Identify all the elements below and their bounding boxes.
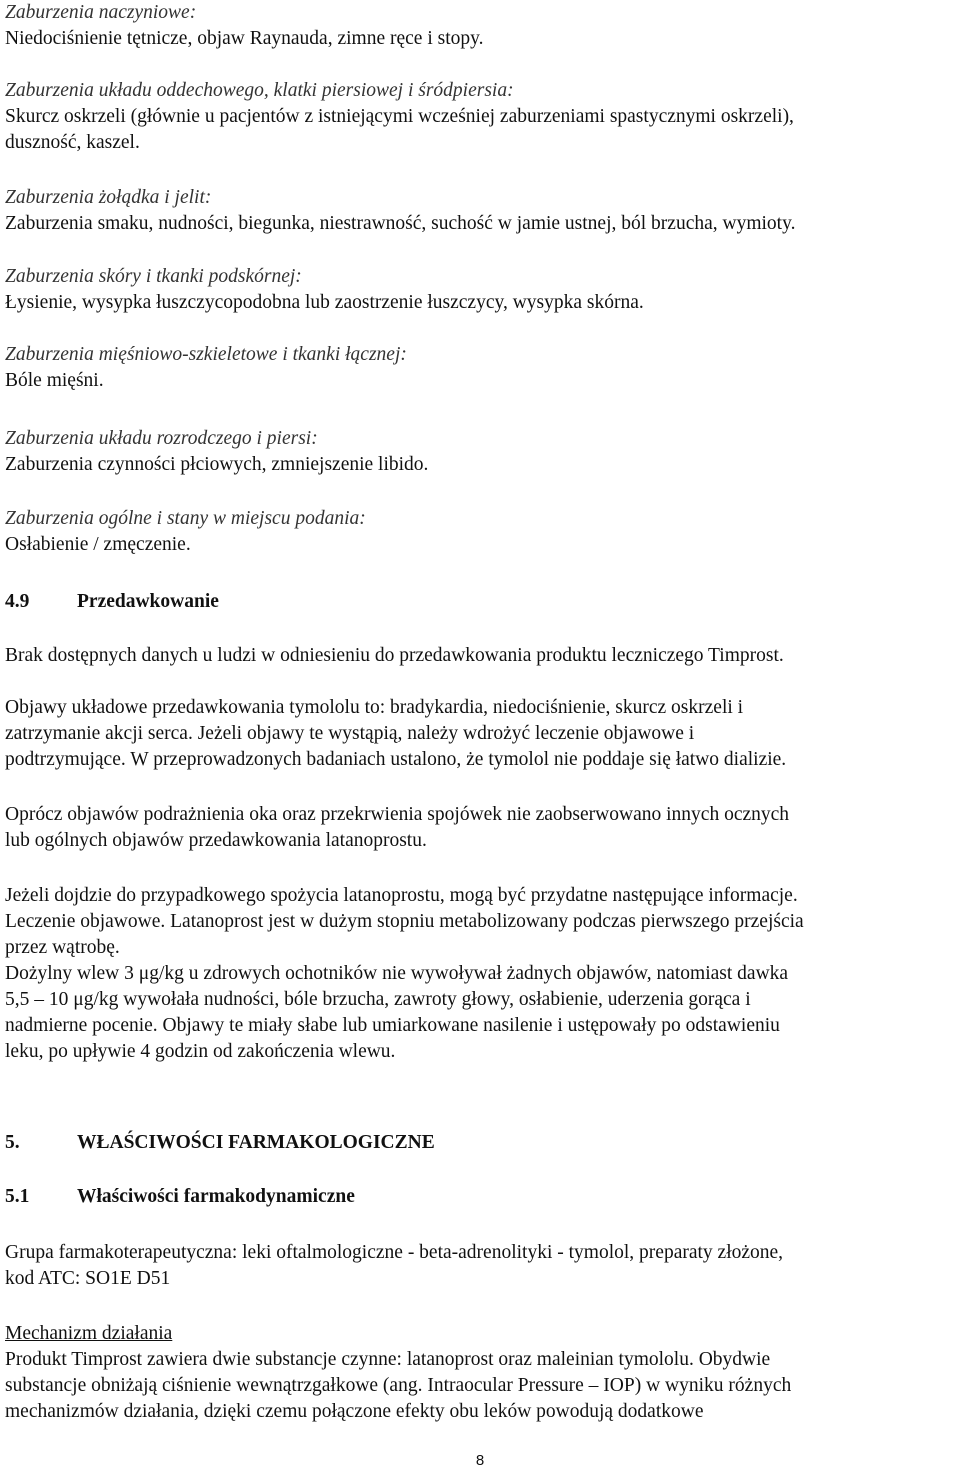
text-block bbox=[5, 185, 955, 237]
text-line: Objawy układowe przedawkowania tymololu to: bradykardia, niedociśnienie, skurcz oskrzeli i bbox=[5, 697, 744, 718]
section-number: 5. bbox=[5, 1132, 20, 1153]
text-block bbox=[5, 426, 955, 478]
category-label: Zaburzenia ogólne i stany w miejscu podania: bbox=[5, 508, 366, 529]
text-line: kod ATC: SO1E D51 bbox=[5, 1268, 171, 1289]
text-block bbox=[5, 883, 955, 1065]
text-line: duszność, kaszel. bbox=[5, 132, 140, 153]
text-block bbox=[5, 695, 955, 773]
text-line: Grupa farmakoterapeutyczna: leki oftalmologiczne - beta-adrenolityki - tymolol, preparaty złożone, bbox=[5, 1242, 784, 1263]
category-label: Zaburzenia mięśniowo-szkieletowe i tkanki łącznej: bbox=[5, 344, 407, 365]
text-block bbox=[5, 0, 955, 52]
subheading: Mechanizm działania bbox=[5, 1323, 173, 1344]
section-title: Przedawkowanie bbox=[77, 591, 219, 612]
text-block bbox=[5, 1184, 955, 1210]
section-title: Właściwości farmakodynamiczne bbox=[77, 1186, 355, 1207]
text-line: Dożylny wlew 3 μg/kg u zdrowych ochotników nie wywoływał żadnych objawów, natomiast dawka bbox=[5, 963, 789, 984]
text-line: przez wątrobę. bbox=[5, 937, 120, 958]
text-line: Skurcz oskrzeli (głównie u pacjentów z istniejącymi wcześniej zaburzeniami spastycznymi oskrzeli), bbox=[5, 106, 794, 127]
text-line: Brak dostępnych danych u ludzi w odniesieniu do przedawkowania produktu leczniczego Timprost. bbox=[5, 645, 784, 666]
text-line: mechanizmów działania, dzięki czemu połączone efekty obu leków powodują dodatkowe bbox=[5, 1401, 704, 1422]
section-heading bbox=[5, 1130, 955, 1156]
section-number: 4.9 bbox=[5, 591, 30, 612]
category-label: Zaburzenia skóry i tkanki podskórnej: bbox=[5, 266, 302, 287]
text-block bbox=[5, 802, 955, 854]
text-block bbox=[5, 1130, 955, 1156]
text-line: Bóle mięśni. bbox=[5, 370, 104, 391]
section-title: WŁAŚCIWOŚCI FARMAKOLOGICZNE bbox=[77, 1132, 435, 1153]
text-line: lub ogólnych objawów przedawkowania latanoprostu. bbox=[5, 830, 427, 851]
text-line: Łysienie, wysypka łuszczycopodobna lub zaostrzenie łuszczycy, wysypka skórna. bbox=[5, 292, 644, 313]
text-line: Zaburzenia smaku, nudności, biegunka, niestrawność, suchość w jamie ustnej, ból brzucha, wymioty. bbox=[5, 213, 796, 234]
section-heading bbox=[5, 589, 955, 615]
category-label: Zaburzenia układu oddechowego, klatki piersiowej i śródpiersia: bbox=[5, 80, 514, 101]
text-block bbox=[5, 1240, 955, 1292]
text-block bbox=[5, 264, 955, 316]
section-heading bbox=[5, 1184, 955, 1210]
text-line: 5,5 – 10 μg/kg wywołała nudności, bóle brzucha, zawroty głowy, osłabienie, uderzenia gorąca i bbox=[5, 989, 751, 1010]
text-block bbox=[5, 342, 955, 394]
text-line: Oprócz objawów podrażnienia oka oraz przekrwienia spojówek nie zaobserwowano innych ocznych bbox=[5, 804, 790, 825]
text-block bbox=[5, 78, 955, 156]
text-line: Produkt Timprost zawiera dwie substancje czynne: latanoprost oraz maleinian tymololu. Obydwie bbox=[5, 1349, 771, 1370]
category-label: Zaburzenia żołądka i jelit: bbox=[5, 187, 212, 208]
text-line: Jeżeli dojdzie do przypadkowego spożycia latanoprostu, mogą być przydatne następujące informacje. bbox=[5, 885, 798, 906]
text-block bbox=[5, 506, 955, 558]
text-block bbox=[5, 1321, 955, 1425]
text-line: zatrzymanie akcji serca. Jeżeli objawy te wystąpią, należy wdrożyć leczenie objawowe i bbox=[5, 723, 695, 744]
text-line: nadmierne pocenie. Objawy te miały słabe lub umiarkowane nasilenie i ustępowały po odstawieniu bbox=[5, 1015, 780, 1036]
text-line: Leczenie objawowe. Latanoprost jest w dużym stopniu metabolizowany podczas pierwszego przejścia bbox=[5, 911, 804, 932]
category-label: Zaburzenia układu rozrodczego i piersi: bbox=[5, 428, 318, 449]
text-line: Zaburzenia czynności płciowych, zmniejszenie libido. bbox=[5, 454, 429, 475]
text-block bbox=[5, 643, 955, 669]
text-line: podtrzymujące. W przeprowadzonych badaniach ustalono, że tymolol nie poddaje się łatwo dializie. bbox=[5, 749, 787, 770]
text-line: substancje obniżają ciśnienie wewnątrzgałkowe (ang. Intraocular Pressure – IOP) w wyniku różnych bbox=[5, 1375, 792, 1396]
section-number: 5.1 bbox=[5, 1186, 30, 1207]
page-number: 8 bbox=[475, 1452, 485, 1469]
text-line: Osłabienie / zmęczenie. bbox=[5, 534, 191, 555]
text-line: leku, po upływie 4 godzin od zakończenia wlewu. bbox=[5, 1041, 396, 1062]
text-line: Niedociśnienie tętnicze, objaw Raynauda, zimne ręce i stopy. bbox=[5, 28, 484, 49]
text-block bbox=[5, 589, 955, 615]
category-label: Zaburzenia naczyniowe: bbox=[5, 2, 197, 23]
